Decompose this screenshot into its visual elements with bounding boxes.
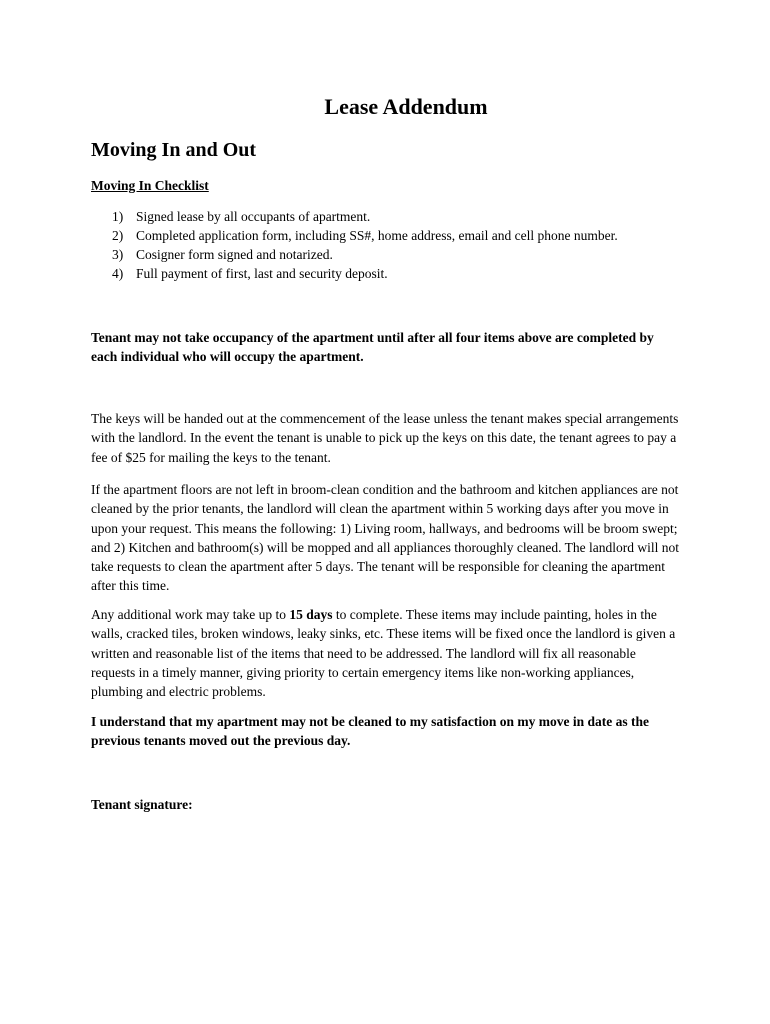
checklist-item <box>91 245 691 264</box>
checklist-item-number: 4) <box>112 266 124 281</box>
checklist-item-number: 2) <box>112 228 124 243</box>
additional-work-emphasis: 15 days <box>289 607 333 622</box>
moving-in-checklist <box>91 207 691 283</box>
additional-work-prefix: Any additional work may take up to <box>91 607 290 622</box>
checklist-heading: Moving In Checklist <box>91 178 209 193</box>
occupancy-notice: Tenant may not take occupancy of the apartment until after all four items above are completed by each individual who will occupy the apartment. <box>91 330 654 365</box>
checklist-item-number: 1) <box>112 209 124 224</box>
checklist-item <box>91 264 691 283</box>
checklist-item-number: 3) <box>112 247 124 262</box>
floors-paragraph: If the apartment floors are not left in broom-clean condition and the bathroom and kitchen appliances are not cleaned by the prior tenants, the landlord will clean the apartment within 5 working days after you move in upon your request. This means the following: 1) Living room, hallways, and bedrooms will be broom swept; and 2) Kitchen and bathroom(s) will be mopped and all appliances thoroughly cleaned. The landlord will not take requests to clean the apartment after 5 days. The tenant will be responsible for cleaning the apartment after this time. <box>91 482 679 594</box>
checklist-item-text: Full payment of first, last and security deposit. <box>136 266 388 281</box>
checklist-item <box>91 207 691 226</box>
keys-paragraph: The keys will be handed out at the commencement of the lease unless the tenant makes special arrangements with the landlord. In the event the tenant is unable to pick up the keys on this date, the tenant agrees to pay a fee of $25 for mailing the keys to the tenant. <box>91 411 679 465</box>
checklist-item-text: Completed application form, including SS#, home address, email and cell phone number. <box>136 228 618 243</box>
document-title-text: Lease Addendum <box>324 94 488 119</box>
additional-work-paragraph <box>91 605 681 701</box>
document-title <box>0 92 770 122</box>
tenant-signature-label: Tenant signature: <box>91 797 193 812</box>
section-heading: Moving In and Out <box>91 139 257 161</box>
checklist-item-text: Cosigner form signed and notarized. <box>136 247 333 262</box>
additional-work-suffix: to complete. These items may include painting, holes in the walls, cracked tiles, broken windows, leaky sinks, etc. These items will be fixed once the landlord is given a written and reasonable list of the items that need to be addressed. The landlord will fix all reasonable requests in a timely manner, giving priority to certain emergency items like non-working appliances, plumbing and electric problems. <box>91 607 676 700</box>
understanding-statement: I understand that my apartment may not be cleaned to my satisfaction on my move in date as the previous tenants moved out the previous day. <box>91 714 649 749</box>
checklist-item <box>91 226 691 245</box>
checklist-item-text: Signed lease by all occupants of apartment. <box>136 209 371 224</box>
